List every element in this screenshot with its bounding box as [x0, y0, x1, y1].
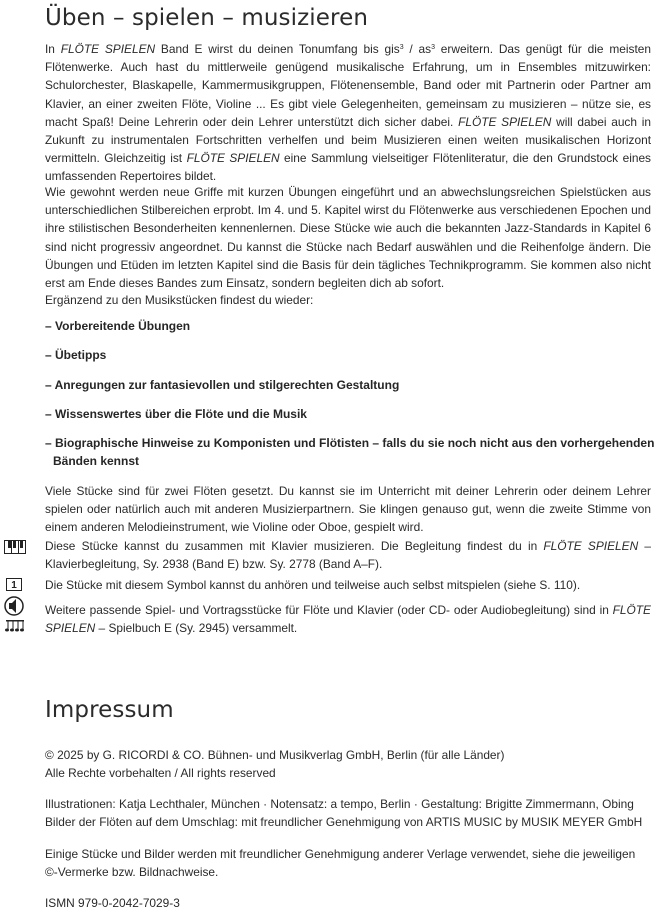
impressum-line: Bilder der Flöten auf dem Umschlag: mit freundlicher Genehmigung von ARTIS MUSIC by MUSIK MEYER GmbH: [45, 815, 643, 829]
text-run: / as: [403, 42, 432, 56]
bullet-text: – Biographische Hinweise zu Komponisten und Flötisten – falls du sie noch nicht aus den vorhergehenden Bänden kennst: [45, 436, 655, 469]
series-name: FLÖTE SPIELEN: [60, 42, 156, 56]
duet-paragraph: Viele Stücke sind für zwei Flöten gesetzt. Du kannst sie im Unterricht mit deiner Lehrerin oder deinem Lehrer spielen oder natürlich auch mit anderen Musizierpartnern. Sie klingen genauso gut, wenn die zweite Stimme von einem anderen Melodieinstrument, wie Violine oder Oboe, gespielt wird.: [45, 484, 651, 535]
bullet-item: – Anregungen zur fantasievollen und stilgerechten Gestaltung: [45, 378, 400, 392]
bullet-item: – Übetipps: [45, 348, 107, 362]
audio-track-icon: [4, 578, 28, 639]
svg-text:1: 1: [11, 580, 17, 591]
more-pieces-note: [45, 601, 651, 637]
bullet-item: [45, 434, 655, 470]
intro-paragraph-1: [45, 40, 651, 186]
section-title-practice: Üben – spielen – musizieren: [45, 5, 368, 31]
impressum-line: ©-Vermerke bzw. Bildnachweise.: [45, 865, 219, 879]
section-title-impressum: Impressum: [45, 697, 174, 723]
audio-note: Die Stücke mit diesem Symbol kannst du anhören und teilweise auch selbst mitspielen (siehe S. 110).: [45, 578, 581, 592]
text-run: eine Sammlung vielseitiger Flötenliteratur, die den Grundstock eines umfassenden Repertoires bildet.: [45, 151, 652, 184]
series-name: FLÖTE SPIELEN: [458, 114, 552, 129]
impressum-line: Einige Stücke und Bilder werden mit freundlicher Genehmigung anderer Verlage verwendet, siehe die jeweiligen: [45, 847, 636, 861]
bullet-item: – Wissenswertes über die Flöte und die Musik: [45, 407, 307, 421]
text-run: – Klavierbegleitung, Sy. 2938 (Band E) bzw. Sy. 2778 (Band A–F).: [45, 539, 651, 572]
piano-note: [45, 537, 651, 573]
text-run: – Spielbuch E (Sy. 2945) versammelt.: [95, 621, 298, 636]
octave-superscript: 3: [431, 44, 435, 51]
isbn-line: ISMN 979-0-2042-7029-3: [45, 896, 180, 910]
series-name: FLÖTE SPIELEN: [186, 151, 280, 166]
text-run: will dabei auch in Zukunft zu instrumentalen Fortschritten verhelfen und beim Musizieren einen weiten musikalischen Horizont vermitteln. Gleichzeitig ist: [45, 114, 651, 166]
text-run: erweitern. Das genügt für die meisten Flötenwerke. Auch hast du mittlerweile genügend musikalische Erfahrung, um in Ensembles mitzuwirken: Schulorchester, Blaskapelle, Kammermusikgruppen, Flötenensemble, Band oder mit Partnerin oder Partner am Klavier, an einer zweiten Flöte, Violine ... Es gibt viele Gelegenheiten, gemeinsam zu musizieren – nütze sie, es macht Spaß! Deine Lehrerin oder dein Lehrer unterstützt dich sicher dabei.: [45, 42, 651, 129]
intro-paragraph-3: Ergänzend zu den Musikstücken findest du wieder:: [45, 293, 314, 307]
series-name: FLÖTE SPIELEN: [543, 539, 639, 553]
series-name: FLÖTE SPIELEN: [45, 603, 651, 636]
impressum-line: Illustrationen: Katja Lechthaler, München · Notensatz: a tempo, Berlin · Gestaltung: Brigitte Zimmermann, Obing: [45, 797, 634, 811]
text-run: Weitere passende Spiel- und Vortragsstücke für Flöte und Klavier (oder CD- oder Audiobegleitung) sind in: [45, 603, 613, 617]
octave-superscript: 3: [399, 44, 404, 51]
intro-paragraph-2: Wie gewohnt werden neue Griffe mit kurzen Übungen eingeführt und an abwechslungsreichen Spielstücken aus unterschiedlichen Stilbereichen erprobt. Im 4. und 5. Kapitel wirst du Flötenwerke aus verschiedenen Epochen und ihre stilistischen Besonderheiten kennenlernen. Diese Stücke wie auch die bekannten Jazz-Standards in Kapitel 6 sind nicht progressiv angeordnet. Du kannst die Stücke nach Bedarf auswählen und die Reihenfolge ändern. Die Übungen und Etüden im letzten Kapitel sind die Basis für dein tägliches Technikprogramm. Sie kommen also nicht erst am Ende dieses Bandes zum Einsatz, sondern begleiten dich ab sofort.: [45, 185, 651, 291]
impressum-line: Alle Rechte vorbehalten / All rights reserved: [45, 766, 276, 780]
text-run: Band E wirst du deinen Tonumfang bis gis: [155, 42, 400, 56]
text-run: In: [45, 42, 61, 56]
text-run: Diese Stücke kannst du zusammen mit Klavier musizieren. Die Begleitung findest du in: [45, 539, 544, 553]
bullet-item: – Vorbereitende Übungen: [45, 319, 191, 333]
piano-keys-icon: [4, 540, 26, 559]
impressum-line: © 2025 by G. RICORDI & CO. Bühnen- und Musikverlag GmbH, Berlin (für alle Länder): [45, 748, 505, 762]
